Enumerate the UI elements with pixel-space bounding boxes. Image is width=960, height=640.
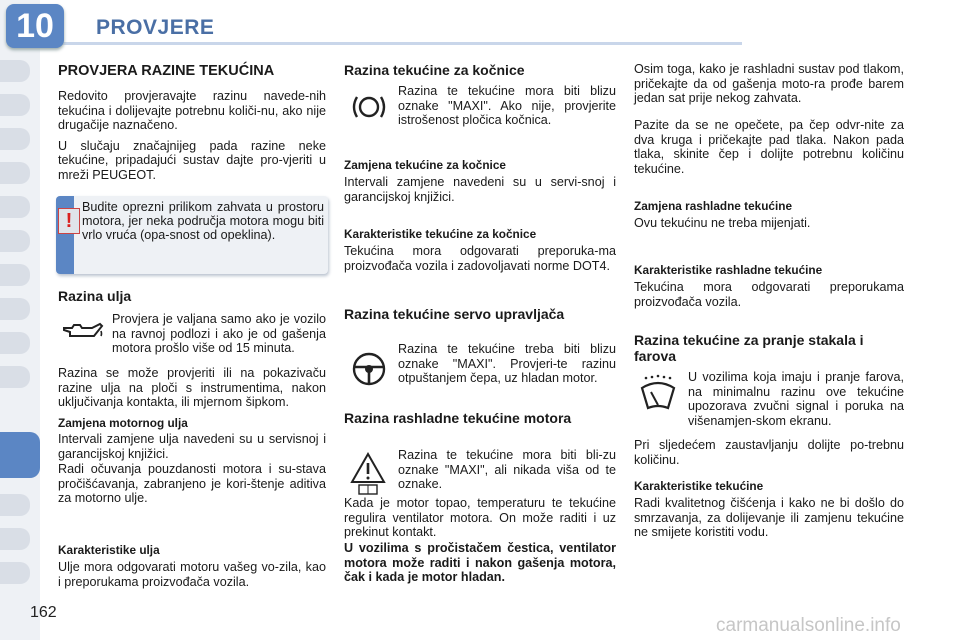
brake-spec-text: Tekućina mora odgovarati preporuka-ma proizvođača vozila i zadovoljavati norme DOT4. [344,244,616,273]
chapter-tab[interactable] [0,94,30,116]
washer-spec-text: Radi kvalitetnog čišćenja i kako ne bi došlo do smrzavanja, za dolijevanje ili zamjenu tekućine ne smijete koristiti vodu. [634,496,904,539]
hot-coolant-warning-icon [350,452,386,496]
coolant-spec-title: Karakteristike rashladne tekućine [634,263,823,277]
chapter-tab[interactable] [0,528,30,550]
oil-level-text-2: Razina se može provjeriti ili na pokazivaču razine ulja na ploči s instrumentima, nakon uključivanja kontakta, ili mjernom šipkom. [58,366,326,409]
windscreen-washer-icon [638,374,678,414]
chapter-tab[interactable] [0,332,30,354]
chapter-sidebar [0,0,40,640]
page-number: 162 [30,604,57,621]
chapter-tab-active[interactable] [0,432,40,478]
coolant-text: Razina te tekućine mora biti bli-zu oznake "MAXI", ali nikada viša od te oznake. [398,448,616,491]
coolant-text-2: Kada je motor topao, temperaturu te tekućine regulira ventilator motora. On može raditi i uz prekinut kontakt. [344,496,616,539]
brake-fluid-title: Razina tekućine za kočnice [344,62,525,78]
chapter-tab[interactable] [0,562,30,584]
watermark: carmanualsonline.info [716,615,901,636]
paragraph: U slučaju značajnijeg pada razine neke tekućine, pripadajući sustav dajte pro-vjeriti u mreži PEUGEOT. [58,138,326,182]
brake-change-text: Intervali zamjene navedeni su u servi-snoj i garancijskoj knjižici. [344,175,616,204]
brake-warning-icon [350,92,388,122]
coolant-change-title: Zamjena rashladne tekućine [634,199,793,213]
oil-spec-text: Ulje mora odgovarati motoru vašeg vo-zila, kao i preporukama proizvođača vozila. [58,560,326,589]
chapter-title: PROVJERE [96,16,215,39]
chapter-tab[interactable] [0,298,30,320]
washer-spec-title: Karakteristike tekućine [634,479,764,493]
chapter-tab[interactable] [0,162,30,184]
steering-wheel-icon [350,350,388,388]
chapter-tab[interactable] [0,128,30,150]
brake-fluid-text: Razina te tekućine mora biti blizu oznake "MAXI". Ako nije, provjerite istrošenost pločica kočnica. [398,84,616,127]
oil-change-text: Intervali zamjene ulja navedeni su u servisnoj i garancijskoj knjižici. [58,432,326,461]
warning-icon: ! [58,208,80,234]
coolant-spec-text: Tekućina mora odgovarati preporukama proizvođača vozila. [634,280,904,309]
oil-change-text-2: Radi očuvanja pouzdanosti motora i su-stava pročišćavanja, zabranjeno je kori-štenje aditiva za motorno ulje. [58,462,326,505]
washer-fluid-text-2: Pri sljedećem zaustavljanju dolijte po-trebnu količinu. [634,438,904,467]
chapter-number-badge: 10 [6,4,64,48]
power-steering-text: Razina te tekućine treba biti blizu oznake "MAXI". Provjeri-te razinu otpuštanjem čepa, uz hladan motor. [398,342,616,385]
chapter-tab[interactable] [0,60,30,82]
chapter-tab[interactable] [0,366,30,388]
coolant-text-4: Pazite da se ne opečete, pa čep odvr-nite za dva kruga i pričekajte pad tlaka. Nakon pada tlaka, skinite čep i dolijte potrebnu količinu tekućine. [634,118,904,176]
brake-change-title: Zamjena tekućine za kočnice [344,158,506,172]
warning-text: Budite oprezni prilikom zahvata u prostoru motora, jer neka područja motora mogu biti vrlo vruća (opa-snost od opeklina). [82,200,324,242]
chapter-tab[interactable] [0,264,30,286]
warning-box [56,196,328,274]
chapter-tab[interactable] [0,230,30,252]
column-1 [58,58,326,188]
oil-change-title: Zamjena motornog ulja [58,416,188,430]
oil-level-title: Razina ulja [58,288,132,304]
washer-fluid-text: U vozilima koja imaju i pranje farova, na minimalnu razinu ove tekućine upozorava zvučni signal i poruka na višenamjen-skom ekranu. [688,370,904,428]
oil-spec-title: Karakteristike ulja [58,543,160,557]
section-title: PROVJERA RAZINE TEKUĆINA [58,63,275,79]
coolant-fan-warning: U vozilima s pročistačem čestica, ventilator motora može raditi i nakon gašenja motora, čak i kada je motor hladan. [344,541,616,584]
brake-spec-title: Karakteristike tekućine za kočnice [344,227,537,241]
coolant-title: Razina rashladne tekućine motora [344,410,572,426]
coolant-text-3: Osim toga, kako je rashladni sustav pod tlakom, pričekajte da od gašenja moto-ra prođe barem jedan sat prije nekog zahvata. [634,62,904,105]
power-steering-title: Razina tekućine servo upravljača [344,306,565,322]
washer-fluid-title: Razina tekućine za pranje stakala i farova [634,332,864,364]
paragraph: Redovito provjeravajte razinu navede-nih tekućina i dolijevajte potrebnu količi-nu, ako nije drugačije naznačeno. [58,89,326,132]
chapter-tab[interactable] [0,196,30,218]
oil-can-icon [60,318,104,346]
chapter-tab[interactable] [0,494,30,516]
coolant-change-text: Ovu tekućinu ne treba mijenjati. [634,216,811,230]
oil-level-text: Provjera je valjana samo ako je vozilo na ravnoj podlozi i ako je od gašenja motora prošlo više od 15 minuta. [112,312,326,355]
